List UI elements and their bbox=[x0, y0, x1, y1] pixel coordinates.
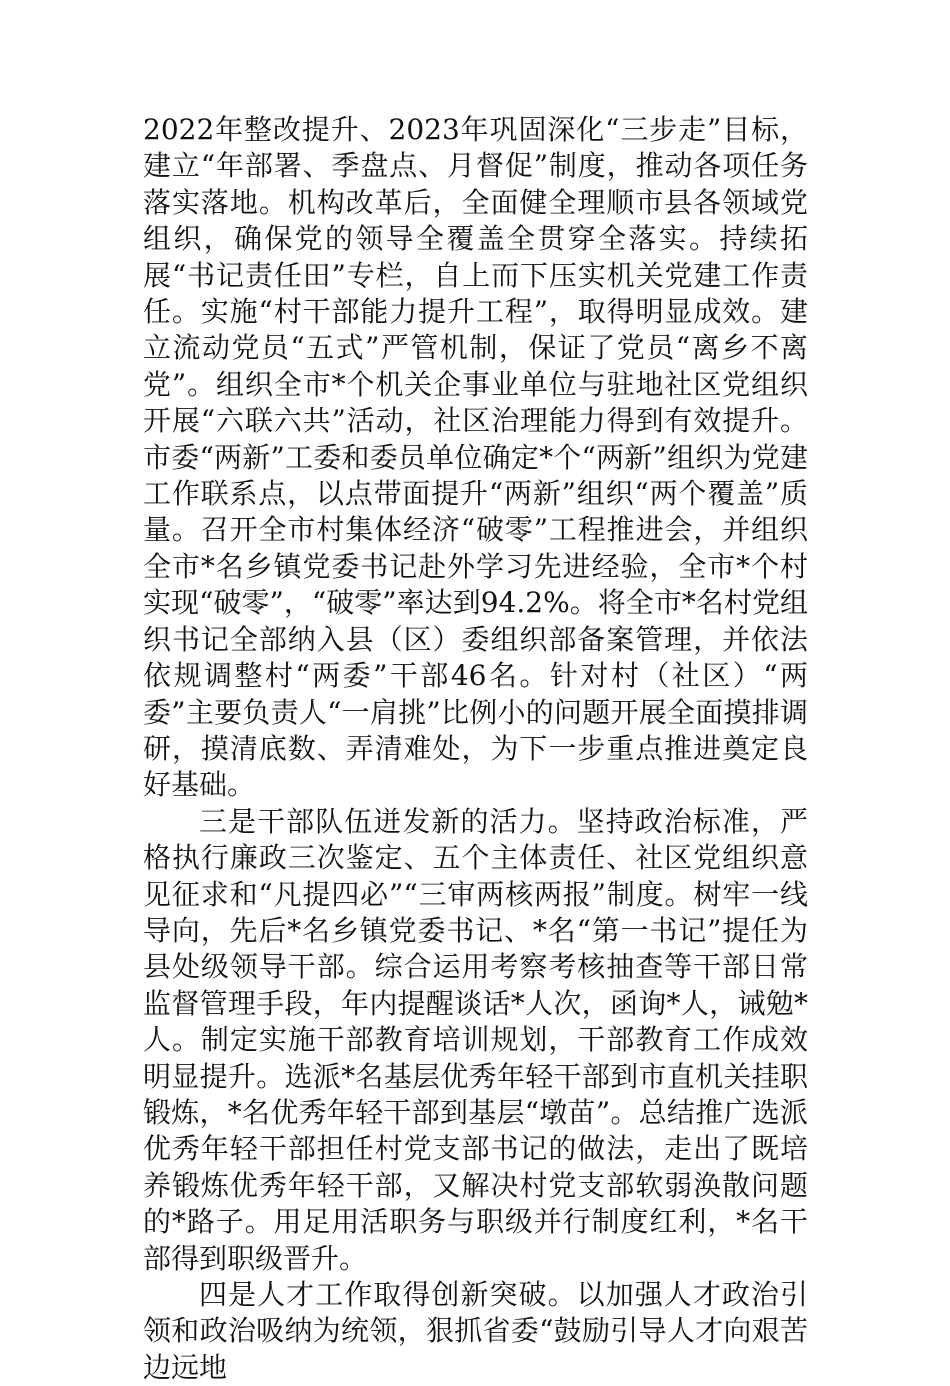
paragraph-talent-work: 四是人才工作取得创新突破。以加强人才政治引领和政治吸纳为统领，狠抓省委“鼓励引导人才向艰苦边远地 bbox=[143, 1278, 808, 1384]
paragraph-cadre-team: 三是干部队伍迸发新的活力。坚持政治标准，严格执行廉政三次鉴定、五个主体责任、社区党组织意见征求和“凡提四必”“三审两核两报”制度。树牢一线导向，先后*名乡镇党委书记、*名“第一书记”提任为县处级领导干部。综合运用考察考核抽查等干部日常监督管理手段，年内提醒谈话*人次，函询*人，诫勉*人。制定实施干部教育培训规划，干部教育工作成效明显提升。选派*名基层优秀年轻干部到市直机关挂职锻炼，*名优秀年轻干部到基层“墩苗”。总结推广选派优秀年轻干部担任村党支部书记的做法，走出了既培养锻炼优秀年轻干部，又解决村党支部软弱涣散问题的*路子。用足用活职务与职级并行制度红利，*名干部得到职级晋升。 bbox=[143, 804, 808, 1275]
document-page bbox=[143, 112, 808, 1386]
paragraph-party-building: 2022年整改提升、2023年巩固深化“三步走”目标，建立“年部署、季盘点、月督促”制度，推动各项任务落实落地。机构改革后，全面健全理顺市县各领域党组织，确保党的领导全覆盖全贯穿全落实。持续拓展“书记责任田”专栏，自上而下压实机关党建工作责任。实施“村干部能力提升工程”，取得明显成效。建立流动党员“五式”严管机制，保证了党员“离乡不离党”。组织全市*个机关企事业单位与驻地社区党组织开展“六联六共”活动，社区治理能力得到有效提升。市委“两新”工委和委员单位确定*个“两新”组织为党建工作联系点，以点带面提升“两新”组织“两个覆盖”质量。召开全市村集体经济“破零”工程推进会，并组织全市*名乡镇党委书记赴外学习先进经验，全市*个村实现“破零”，“破零”率达到94.2%。将全市*名村党组织书记全部纳入县（区）委组织部备案管理，并依法依规调整村“两委”干部46名。针对村（社区）“两委”主要负责人“一肩挑”比例小的问题开展全面摸排调研，摸清底数、弄清难处，为下一步重点推进奠定良好基础。 bbox=[143, 113, 808, 802]
